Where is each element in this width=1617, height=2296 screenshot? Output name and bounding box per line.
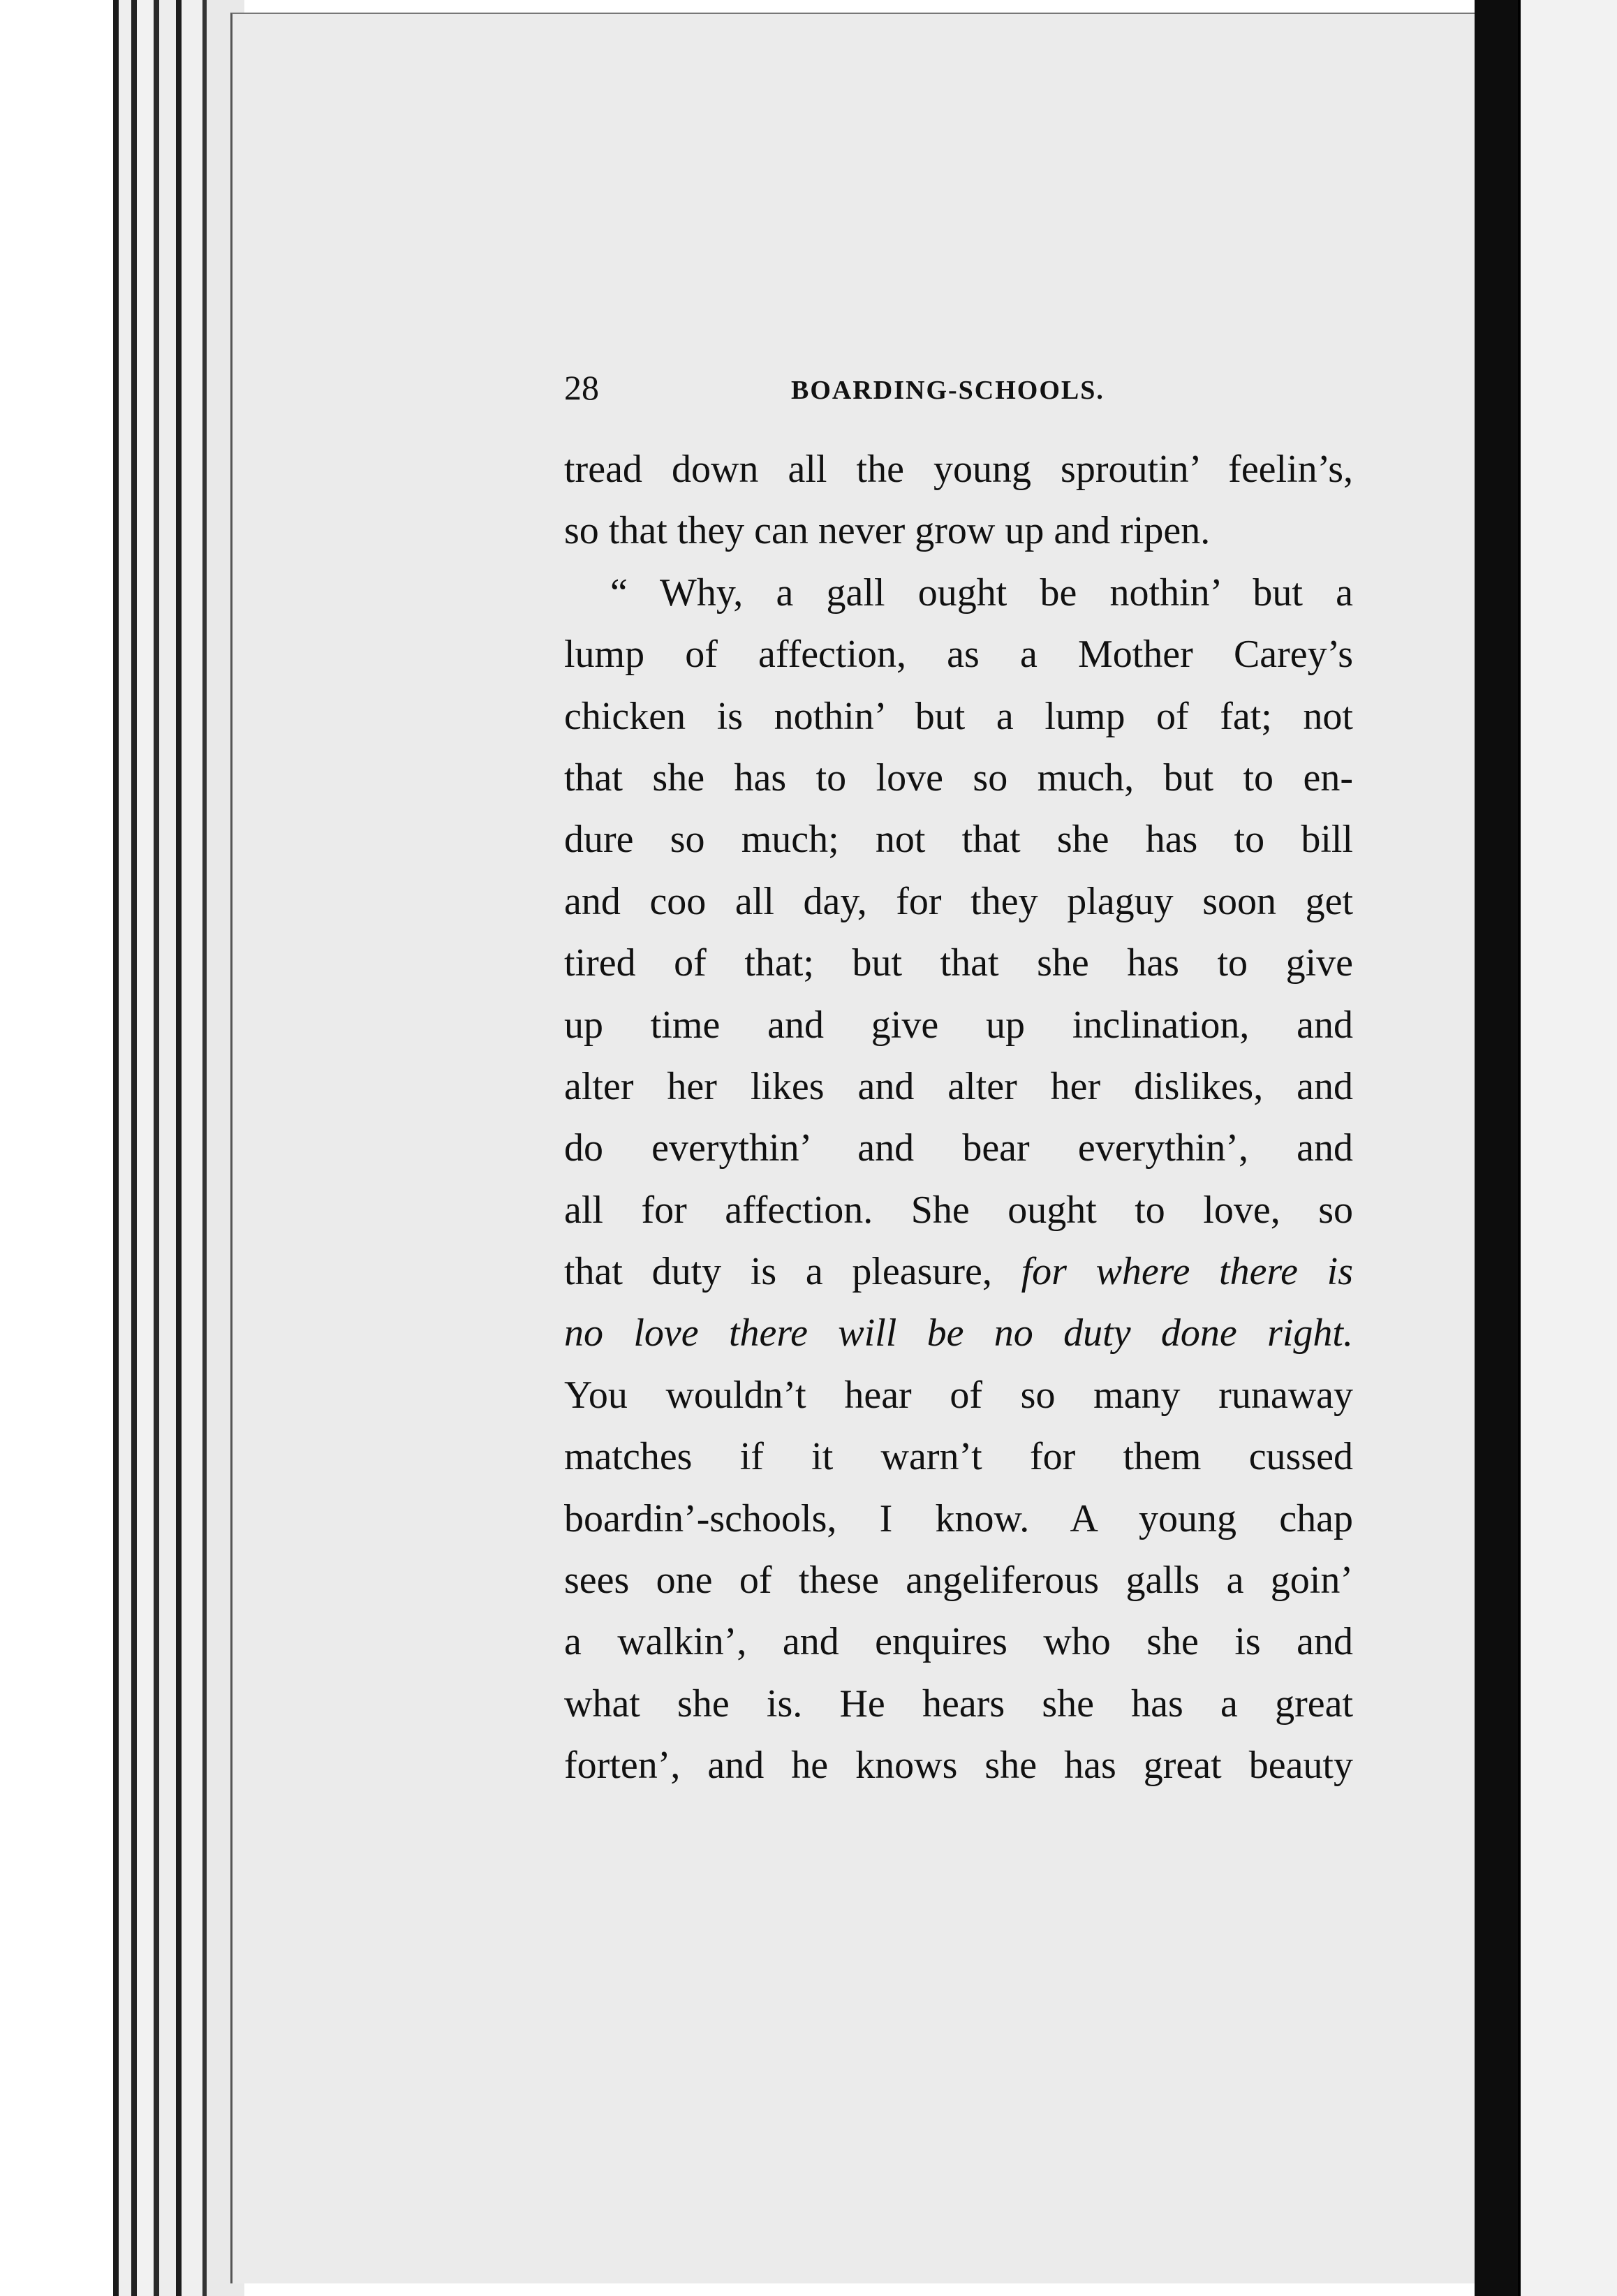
text-line: up time and give up inclination, and — [564, 1003, 1353, 1047]
text-line: matches if it warn’t for them cussed — [564, 1435, 1353, 1479]
text-line: alter her likes and alter her dislikes, and — [564, 1064, 1353, 1108]
text-line: You wouldn’t hear of so many runaway — [564, 1373, 1353, 1417]
text-line-mixed — [564, 1241, 1353, 1302]
stacked-page-edges — [98, 0, 244, 2296]
text-line: and coo all day, for they plaguy soon get — [564, 879, 1353, 923]
text-line: chicken is nothin’ but a lump of fat; not — [564, 694, 1353, 738]
italic-text-line: no love there will be no duty done right. — [564, 1311, 1353, 1355]
text-line: tread down all the young sproutin’ feelin’s, — [564, 448, 1353, 491]
page-number: 28 — [564, 368, 599, 407]
text-line: dure so much; not that she has to bill — [564, 818, 1353, 862]
text-line: tired of that; but that she has to give — [564, 941, 1353, 985]
text-line: do everythin’ and bear everythin’, and — [564, 1126, 1353, 1170]
text-line: what she is. He hears she has a great — [564, 1681, 1353, 1725]
running-header — [564, 363, 1353, 412]
text-line: forten’, and he knows she has great beauty — [564, 1744, 1353, 1788]
binding-gutter — [1475, 0, 1518, 2296]
text-line: “ Why, a gall ought be nothin’ but a — [610, 571, 1353, 615]
page-body-text — [564, 439, 1353, 1797]
text-line: that she has to love so much, but to en- — [564, 756, 1353, 800]
text-line: boardin’-schools, I know. A young chap — [564, 1496, 1353, 1540]
facing-page-edge — [1518, 0, 1617, 2296]
italic-text-segment: for where there is — [1021, 1250, 1353, 1294]
text-line: so that they can never grow up and ripen. — [564, 509, 1211, 553]
running-title: BOARDING-SCHOOLS. — [791, 376, 1105, 405]
text-segment: that duty is a pleasure, — [564, 1250, 992, 1294]
text-line: a walkin’, and enquires who she is and — [564, 1620, 1353, 1664]
text-line: sees one of these angeliferous galls a goin’ — [564, 1559, 1353, 1603]
text-line: lump of affection, as a Mother Carey’s — [564, 633, 1353, 677]
text-line: all for affection. She ought to love, so — [564, 1188, 1353, 1232]
